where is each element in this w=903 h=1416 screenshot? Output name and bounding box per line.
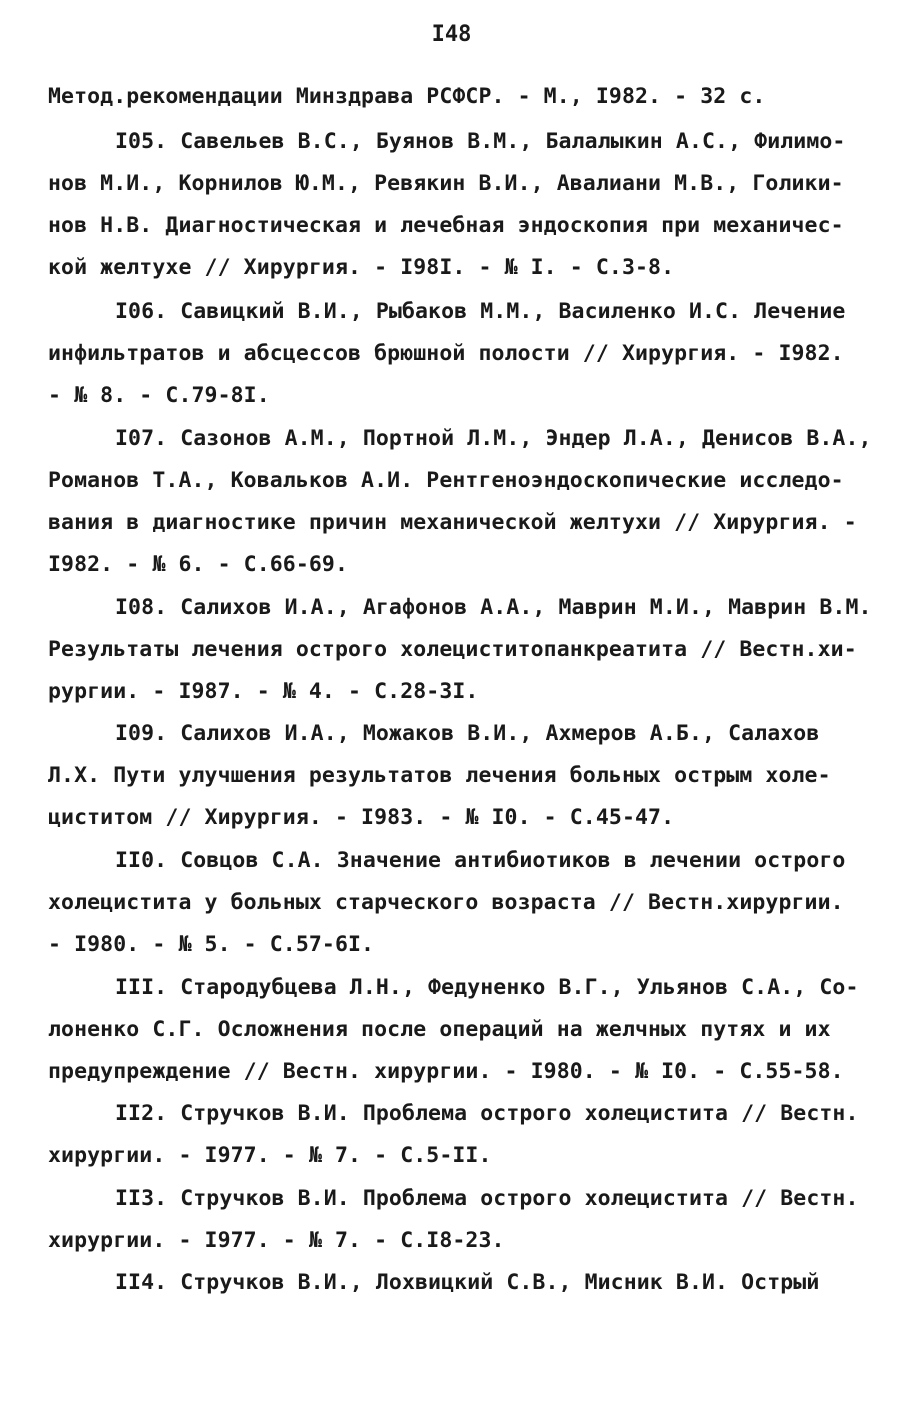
reference-113-line: II3. Стручков В.И. Проблема острого холецистита // Вестн.: [115, 1186, 859, 1211]
reference-107-line: I07. Сазонов А.М., Портной Л.М., Эндер Л.А., Денисов В.А.,: [115, 426, 872, 451]
text-line: рургии. - I987. - № 4. - С.28-3I.: [48, 679, 479, 704]
text-line: циститом // Хирургия. - I983. - № I0. - С.45-47.: [48, 805, 675, 830]
reference-109-line: I09. Салихов И.А., Можаков В.И., Ахмеров А.Б., Салахов: [115, 721, 820, 746]
text-line: - I980. - № 5. - С.57-6I.: [48, 932, 375, 957]
text-line: холецистита у больных старческого возраста // Вестн.хирургии.: [48, 890, 844, 915]
text-line: I982. - № 6. - С.66-69.: [48, 552, 349, 577]
text-line: нов Н.В. Диагностическая и лечебная эндоскопия при механичес-: [48, 213, 844, 238]
text-line: хирургии. - I977. - № 7. - С.5-II.: [48, 1143, 492, 1168]
text-line: предупреждение // Вестн. хирургии. - I980. - № I0. - С.55-58.: [48, 1059, 844, 1084]
reference-105-line: I05. Савельев В.С., Буянов В.М., Балалыкин А.С., Филимо-: [115, 129, 846, 154]
text-line: Романов Т.А., Ковальков А.И. Рентгеноэндоскопические исследо-: [48, 468, 844, 493]
reference-108-line: I08. Салихов И.А., Агафонов А.А., Маврин М.И., Маврин В.М.: [115, 595, 872, 620]
page-number: I48: [431, 22, 472, 47]
text-line: Л.Х. Пути улучшения результатов лечения больных острым холе-: [48, 763, 831, 788]
text-line: нов М.И., Корнилов Ю.М., Ревякин В.И., Авалиани М.В., Голики-: [48, 171, 844, 196]
text-line: инфильтратов и абсцессов брюшной полости // Хирургия. - I982.: [48, 341, 844, 366]
text-line: Результаты лечения острого холециститопанкреатита // Вестн.хи-: [48, 637, 857, 662]
reference-111-line: III. Стародубцева Л.Н., Федуненко В.Г., Ульянов С.А., Со-: [115, 975, 859, 1000]
reference-114-line: II4. Стручков В.И., Лохвицкий С.В., Мисник В.И. Острый: [115, 1270, 820, 1295]
reference-112-line: II2. Стручков В.И. Проблема острого холецистита // Вестн.: [115, 1101, 859, 1126]
text-line: вания в диагностике причин механической желтухи // Хирургия. -: [48, 510, 857, 535]
text-line: хирургии. - I977. - № 7. - С.I8-23.: [48, 1228, 505, 1253]
text-line: лоненко С.Г. Осложнения после операций на желчных путях и их: [48, 1017, 831, 1042]
reference-110-line: II0. Совцов С.А. Значение антибиотиков в лечении острого: [115, 848, 846, 873]
text-line: кой желтухе // Хирургия. - I98I. - № I. - С.3-8.: [48, 255, 675, 280]
reference-106-line: I06. Савицкий В.И., Рыбаков М.М., Василенко И.С. Лечение: [115, 299, 846, 324]
text-line: Метод.рекомендации Минздрава РСФСР. - М., I982. - 32 с.: [48, 84, 766, 109]
text-line: - № 8. - С.79-8I.: [48, 383, 270, 408]
